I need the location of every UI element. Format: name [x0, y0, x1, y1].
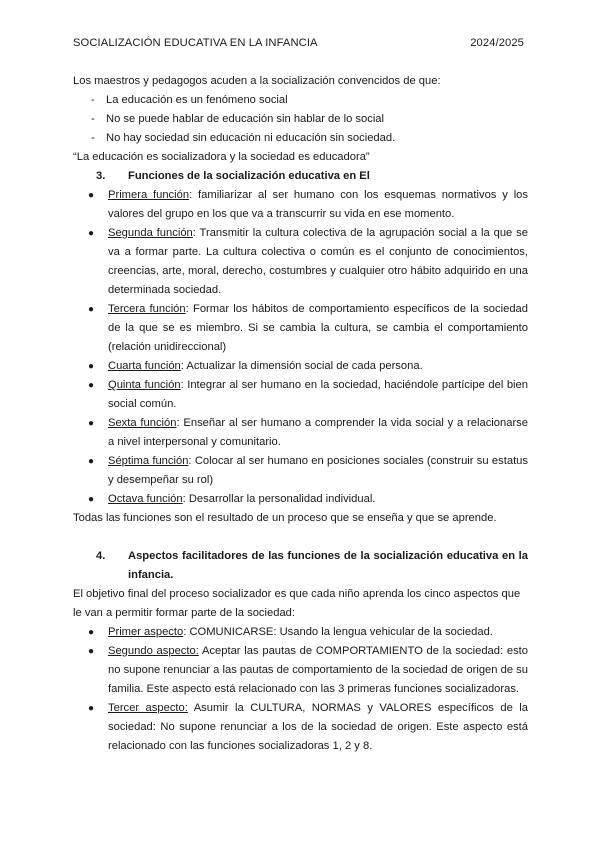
aspect-label: Segundo aspecto: [108, 645, 199, 657]
section-3-number: 3. [96, 170, 106, 182]
section-3-closing: Todas las funciones son el resultado de un proceso que se enseña y que se aprende. [73, 512, 497, 524]
function-label: Cuarta función [108, 360, 181, 372]
section-4-heading [73, 547, 528, 585]
function-label: Sexta función [108, 417, 177, 429]
list-item: ● Octava función: Desarrollar la personalidad individual. [88, 493, 376, 505]
function-label: Segunda función [108, 227, 193, 239]
functions-list [73, 186, 528, 509]
aspect-label: Primer aspecto [108, 626, 184, 638]
list-item: ● Tercera función: Formar los hábitos de comportamiento específicos de la sociedad de la que se es miembro. Si se cambia la cultura, se cambia el comportamiento (relación unidireccional) [88, 303, 528, 353]
function-label: Octava función [108, 493, 183, 505]
list-item: - La educación es un fenómeno social [91, 94, 288, 106]
section-3-heading [73, 167, 528, 186]
aspect-label: Tercer aspecto: [108, 702, 188, 714]
header-title: SOCIALIZACIÓN EDUCATIVA EN LA INFANCIA [73, 37, 318, 49]
function-label: Quinta función [108, 379, 181, 391]
dash-list [73, 91, 528, 148]
function-label: Séptima función [108, 455, 189, 467]
quote-paragraph: “La educación es socializadora y la sociedad es educadora” [73, 151, 370, 163]
spacer [73, 528, 528, 547]
aspects-list [73, 623, 528, 756]
page-header [73, 37, 524, 49]
section-3-title: Funciones de la socialización educativa en El [128, 170, 370, 182]
list-item: ● Primer aspecto: COMUNICARSE: Usando la lengua vehicular de la sociedad. [88, 626, 493, 638]
list-item: ● Sexta función: Enseñar al ser humano a comprender la vida social y a relacionarse a nivel interpersonal y comunitario. [88, 417, 528, 448]
list-item: ● Segunda función: Transmitir la cultura colectiva de la agrupación social a la que se va a formar parte. La cultura colectiva o común es el conjunto de conocimientos, creencias, arte, moral, derecho, costumbres y cualquier otro hábito adquirido en una determinada sociedad. [88, 227, 528, 296]
list-item: ● Cuarta función: Actualizar la dimensión social de cada persona. [88, 360, 423, 372]
section-4-title: Aspectos facilitadores de las funciones de la socialización educativa en la infancia. [128, 550, 528, 581]
list-item: ● Séptima función: Colocar al ser humano en posiciones sociales (construir su estatus y desempeñar su rol) [88, 455, 528, 486]
list-item: - No se puede hablar de educación sin hablar de lo social [91, 113, 385, 125]
list-item: ● Segundo aspecto: Aceptar las pautas de COMPORTAMIENTO de la sociedad: esto no supone renunciar a las pautas de comportamiento de la sociedad de origen de su familia. Este aspecto está relacionado con las 3 primeras funciones socializadoras. [88, 645, 528, 695]
header-year: 2024/2025 [470, 37, 524, 49]
list-item: ● Tercer aspecto: Asumir la CULTURA, NORMAS y VALORES específicos de la sociedad: No supone renunciar a los de la sociedad de origen. Este aspecto está relacionado con las funciones socializadoras 1, 2 y 8. [88, 702, 528, 752]
intro-paragraph: Los maestros y pedagogos acuden a la socialización convencidos de que: [73, 75, 441, 87]
function-label: Primera función [108, 189, 190, 201]
list-item: ● Primera función: familiarizar al ser humano con los esquemas normativos y los valores del grupo en los que va a transcurrir su vida en ese momento. [88, 189, 528, 220]
document-body [73, 72, 528, 756]
function-label: Tercera función [108, 303, 186, 315]
section-4-intro: El objetivo final del proceso socializador es que cada niño aprenda los cinco aspectos que le van a permitir formar parte de la sociedad: [73, 588, 521, 619]
list-item: ● Quinta función: Integrar al ser humano en la sociedad, haciéndole partícipe del bien social común. [88, 379, 528, 410]
list-item: - No hay sociedad sin educación ni educación sin sociedad. [91, 132, 396, 144]
section-4-number: 4. [96, 550, 106, 562]
